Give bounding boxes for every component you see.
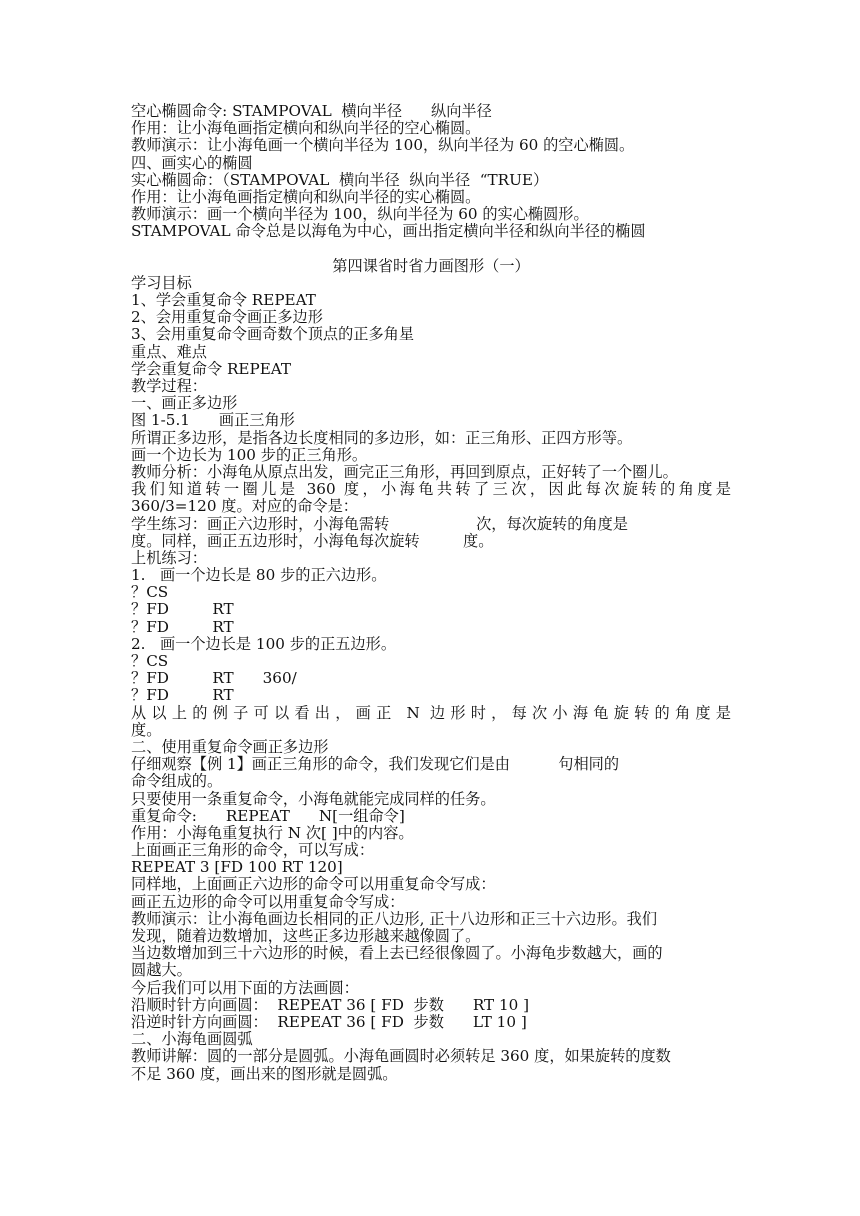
text-line: 学生练习：画正六边形时，小海龟需转 次，每次旋转的角度是 (131, 514, 628, 533)
text-line: 所谓正多边形，是指各边长度相同的多边形，如：正三角形、正四方形等。 (131, 428, 633, 447)
code-line: 沿逆时针方向画圆： REPEAT 36 [ FD 步数 LT 10 ] (131, 1012, 527, 1031)
text-line: 度。 (131, 720, 162, 739)
text-line: 3、会用重复命令画奇数个顶点的正多角星 (131, 325, 415, 344)
text-line: 画正五边形的命令可以用重复命令写成： (131, 892, 405, 911)
text-line: 教师演示：让小海龟画边长相同的正八边形, 正十八边形和正三十六边形。我们 (131, 909, 658, 928)
text-line: 1. 画一个边长是 80 步的正六边形。 (131, 566, 387, 585)
text-line: 仔细观察【例 1】画正三角形的命令，我们发现它们是由 句相同的 (131, 755, 620, 774)
text-line: 学会重复命令 REPEAT (131, 359, 292, 378)
section-heading: 二、小海龟画圆弧 (131, 1030, 253, 1049)
text-line: 2、会用重复命令画正多边形 (131, 308, 323, 327)
code-line: ？CS (131, 583, 169, 602)
section-heading: 重点、难点 (131, 342, 207, 361)
code-line: ？FD RT 360/ (131, 669, 297, 688)
text-line: 不足 360 度，画出来的图形就是圆弧。 (131, 1064, 398, 1083)
section-heading: 二、使用重复命令画正多边形 (131, 737, 329, 756)
text-line: 2. 画一个边长是 100 步的正五边形。 (131, 634, 397, 653)
text-line: 圆越大。 (131, 961, 192, 980)
text-line: 作用：让小海龟画指定横向和纵向半径的实心椭圆。 (131, 187, 481, 206)
text-line: 度。同样，画正五边形时，小海龟每次旋转 度。 (131, 531, 494, 550)
text-line: 1、学会重复命令 REPEAT (131, 291, 316, 310)
code-line: 沿顺时针方向画圆： REPEAT 36 [ FD 步数 RT 10 ] (131, 995, 530, 1014)
code-line: ？CS (131, 652, 169, 670)
text-line: 命令组成的。 (131, 772, 223, 791)
section-heading: 教学过程： (131, 377, 207, 395)
text-line: 作用：让小海龟画指定横向和纵向半径的空心椭圆。 (131, 119, 481, 138)
text-line: 今后我们可以用下面的方法画圆： (131, 978, 359, 997)
code-line: REPEAT 3 [FD 100 RT 120] (131, 858, 343, 877)
section-heading: 一、画正多边形 (131, 394, 238, 413)
code-line: ？FD RT (131, 600, 234, 619)
text-line: 上面画正三角形的命令，可以写成： (131, 841, 374, 860)
text-line: STAMPOVAL 命令总是以海龟为中心，画出指定横向半径和纵向半径的椭圆 (131, 222, 646, 241)
text-line: 教师演示：画一个横向半径为 100，纵向半径为 60 的实心椭圆形。 (131, 205, 589, 224)
text-line: 教师分析：小海龟从原点出发，画完正三角形，再回到原点，正好转了一个圈儿。 (131, 462, 678, 481)
text-line: 实心椭圆命：（STAMPOVAL 横向半径 纵向半径 “TRUE） (131, 170, 549, 189)
text-line: 当边数增加到三十六边形的时候，看上去已经很像圆了。小海龟步数越大，画的 (131, 944, 663, 963)
text-line: 发现，随着边数增加，这些正多边形越来越像圆了。 (131, 927, 481, 945)
lesson-title: 第四课省时省力画图形（一） (332, 256, 530, 275)
section-heading: 学习目标 (131, 273, 192, 292)
text-line: 同样地，上面画正六边形的命令可以用重复命令写成： (131, 875, 496, 894)
code-line: ？FD RT (131, 617, 234, 636)
text-line: 画一个边长为 100 步的正三角形。 (131, 445, 368, 464)
text-line: 空心椭圆命令: STAMPOVAL 横向半径 纵向半径 (131, 102, 492, 120)
blank-line (131, 241, 731, 258)
section-heading: 四、画实心的椭圆 (131, 153, 253, 172)
text-line: 360/3=120 度。对应的命令是： (131, 497, 358, 516)
text-line: 作用：小海龟重复执行 N 次[ ]中的内容。 (131, 823, 414, 842)
text-line: 教师讲解：圆的一部分是圆弧。小海龟画圆时必须转足 360 度，如果旋转的度数 (131, 1047, 671, 1066)
document-page (131, 103, 731, 1083)
text-line: 我们知道转一圈儿是 360 度，小海龟共转了三次，因此每次旋转的角度是 (131, 480, 731, 499)
code-line: ？FD RT (131, 686, 234, 705)
section-heading: 上机练习： (131, 548, 207, 567)
text-line: 从以上的例子可以看出，画正 N 边形时，每次小海龟旋转的角度是 (131, 703, 731, 722)
text-line: 只要使用一条重复命令，小海龟就能完成同样的任务。 (131, 789, 496, 808)
text-line: 重复命令: REPEAT N[一组命令] (131, 806, 405, 825)
figure-caption: 图 1-5.1 画正三角形 (131, 411, 295, 430)
text-line: 教师演示：让小海龟画一个横向半径为 100，纵向半径为 60 的空心椭圆。 (131, 136, 635, 155)
